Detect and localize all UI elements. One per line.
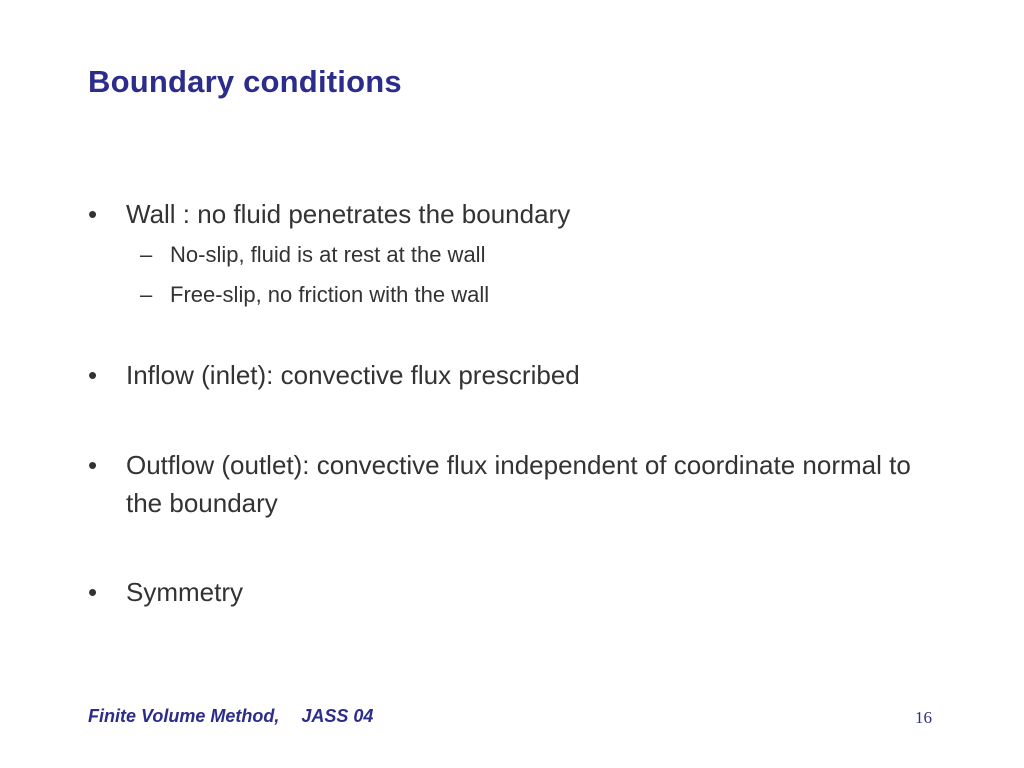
sub-list bbox=[88, 235, 948, 315]
bullet-marker: • bbox=[88, 199, 98, 229]
footer-event: JASS 04 bbox=[301, 706, 374, 726]
bullet-marker: • bbox=[88, 450, 98, 480]
bullet-item-wall bbox=[88, 195, 948, 233]
bullet-text: Wall : no fluid penetrates the boundary bbox=[126, 199, 571, 229]
bullet-marker: • bbox=[88, 360, 98, 390]
slide-body bbox=[88, 195, 948, 611]
slide-title: Boundary conditions bbox=[88, 64, 402, 99]
dash-marker: – bbox=[140, 242, 153, 267]
sub-item-no-slip bbox=[88, 235, 948, 275]
bullet-item-outflow bbox=[88, 446, 948, 522]
sub-item-text: No-slip, fluid is at rest at the wall bbox=[170, 242, 486, 267]
bullet-marker: • bbox=[88, 577, 98, 607]
bullet-text: Inflow (inlet): convective flux prescribed bbox=[126, 360, 580, 390]
footer-course: Finite Volume Method, bbox=[88, 706, 280, 726]
dash-marker: – bbox=[140, 282, 153, 307]
page-number: 16 bbox=[915, 708, 932, 727]
bullet-text: Outflow (outlet): convective flux independent of coordinate normal to the boundary bbox=[126, 450, 911, 518]
bullet-text: Symmetry bbox=[126, 577, 243, 607]
sub-item-free-slip bbox=[88, 275, 948, 315]
footer-label bbox=[88, 706, 373, 727]
sub-item-text: Free-slip, no friction with the wall bbox=[170, 282, 490, 307]
bullet-item-inflow bbox=[88, 356, 948, 394]
bullet-item-symmetry bbox=[88, 573, 948, 611]
